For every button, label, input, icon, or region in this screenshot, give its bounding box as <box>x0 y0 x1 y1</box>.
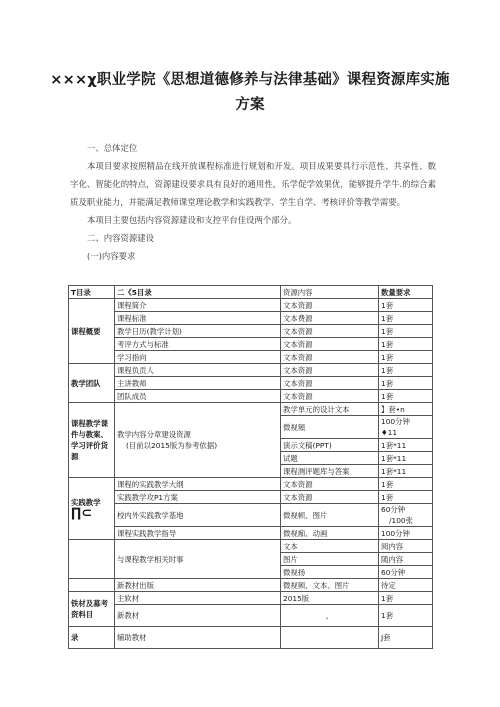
table-cell: 团队成员 <box>115 390 281 403</box>
group-label-line: ∏⊂ <box>71 506 93 521</box>
table-cell: 主软材 <box>115 592 281 605</box>
paragraph-1: 本项目要求按照精品在线开放课程标准进行规划和开发。项目成果要具行示范性、共享性、数字化、智能化的特点，资源建设要求具有良好的通用性，乐学促学效果优，能够提升学牛.的综合素质及职业能力，并能满足教师课堂理论教学和实践教学、学生自学、考核评价等教学需要。 <box>70 161 436 207</box>
table-cell: 微视痂、动画 <box>281 527 379 540</box>
table-cell: 60分钟 <box>379 566 433 579</box>
table-cell: 学习指向 <box>115 351 281 364</box>
table-cell-line: /100张 <box>389 516 413 525</box>
table-cell: 文本资源 <box>281 338 379 351</box>
table-cell: 100分钟 <box>379 527 433 540</box>
table-row <box>69 377 433 390</box>
table-cell: 图片 <box>281 553 379 566</box>
table-cell: 新教材 <box>115 605 281 627</box>
table-cell: 教学日历(教学计划) <box>115 325 281 338</box>
table-cell: 新教材出版 <box>115 579 281 592</box>
group-label: 课程教学课件与教案、学习评价货源 <box>69 403 115 478</box>
table-header: 数量要求 <box>379 286 433 299</box>
table-row <box>69 299 433 312</box>
body-text <box>70 139 436 265</box>
table-cell-line: 100分钟 <box>381 417 410 426</box>
table-row <box>69 592 433 605</box>
table-cell: 1套 <box>379 299 433 312</box>
table-cell: 考评方式与标准 <box>115 338 281 351</box>
table-cell: 1套 <box>379 351 433 364</box>
table-header-row <box>69 286 433 299</box>
table-cell: 文本 <box>281 540 379 553</box>
table-cell: 微视頻 <box>281 416 379 439</box>
table-cell: 1套 <box>379 364 433 377</box>
table-row <box>69 491 433 504</box>
table-cell: 课程实践教学指导 <box>115 527 281 540</box>
table-cell: 文本资源 <box>281 364 379 377</box>
table-cell-line: 60分钟 <box>381 505 406 514</box>
table-cell: 文本资源 <box>281 390 379 403</box>
table-cell: 阅内容 <box>379 540 433 553</box>
table-cell: 1套 <box>379 325 433 338</box>
table-cell-line: (目前以2015版为参考依据) <box>126 441 218 450</box>
table-cell: 文本资源 <box>281 491 379 504</box>
table-cell: 与课程教学相关时事 <box>115 540 281 579</box>
table-cell-line: ♦11 <box>381 428 398 437</box>
table-header: 资源内容 <box>281 286 379 299</box>
table-cell: 1套*11 <box>379 439 433 452</box>
table-cell: 1套 <box>379 338 433 351</box>
section-heading-3: (一)内容要求 <box>87 251 136 261</box>
table-cell: 实践教学攻P1方案 <box>115 491 281 504</box>
table-cell: 微视扬 <box>281 566 379 579</box>
table-cell: 课程标准 <box>115 312 281 325</box>
table-cell: 试题 <box>281 452 379 465</box>
table-cell-line: 教学内容分章建设资源 <box>117 430 191 439</box>
table-row <box>69 478 433 491</box>
table-header: T目录 <box>69 286 115 299</box>
group-label <box>69 478 115 540</box>
table-cell <box>379 504 433 527</box>
table-cell: 文本资源 <box>281 377 379 390</box>
table-cell: 文本资源 <box>281 299 379 312</box>
table-cell: 文本资源 <box>281 351 379 364</box>
table-cell: 文本费源 <box>281 312 379 325</box>
table-row <box>69 627 433 649</box>
table-cell: 1套 <box>379 390 433 403</box>
table-cell: 课程的实践教学大纲 <box>115 478 281 491</box>
table-cell: 课程简介 <box>115 299 281 312</box>
table-cell: 微视频、文本、图片 <box>281 579 379 592</box>
table-row <box>69 579 433 592</box>
table-cell: 课程测评题库与答案 <box>281 465 379 478</box>
table-cell <box>69 540 115 579</box>
table-row <box>69 351 433 364</box>
table-row <box>69 504 433 527</box>
table-row <box>69 364 433 377</box>
table-row <box>69 325 433 338</box>
group-label: 教学团队 <box>69 364 115 403</box>
table-cell: 】套•n <box>379 403 433 416</box>
table-row <box>69 312 433 325</box>
table-cell: 待定 <box>379 579 433 592</box>
table-cell: 教学单元的设计文本 <box>281 403 379 416</box>
table-row <box>69 527 433 540</box>
table-row <box>69 338 433 351</box>
group-label: 课程概要 <box>69 299 115 364</box>
table-cell <box>379 416 433 439</box>
table-cell: J套 <box>379 627 433 649</box>
table-cell: 文本资源 <box>281 325 379 338</box>
table-cell: 课程负贡人 <box>115 364 281 377</box>
table-cell: 辅助教材 <box>115 627 281 649</box>
table-cell: 1套*11 <box>379 465 433 478</box>
table-cell: 主讲教师 <box>115 377 281 390</box>
section-heading-2: 二、内容资源建设 <box>87 233 154 243</box>
group-label: 录 <box>69 627 115 649</box>
table-row <box>69 540 433 553</box>
paragraph-2: 本项目主要包括内容资源建设和支控平台佳设两个部分。 <box>87 215 297 225</box>
table-cell: ， <box>281 605 379 627</box>
table-cell <box>69 579 115 592</box>
table-cell: 1套*11 <box>379 452 433 465</box>
section-heading-1: 一、总体定位 <box>87 143 138 153</box>
table-cell <box>281 627 379 649</box>
table-cell: 2015版 <box>281 592 379 605</box>
group-label-line: 实践教学 <box>71 498 101 507</box>
table-cell: 微视顿、图片 <box>281 504 379 527</box>
table-cell: 演示文稿(PPT) <box>281 439 379 452</box>
table-cell: 1套 <box>379 592 433 605</box>
table-row <box>69 605 433 627</box>
table-cell: 校内外实践教学基地 <box>115 504 281 527</box>
table-cell: 1套 <box>379 478 433 491</box>
table-row <box>69 390 433 403</box>
table-cell <box>115 403 281 478</box>
table-header: 二《5目录 <box>115 286 281 299</box>
table-cell: 1套 <box>379 312 433 325</box>
group-label: 铁材及募考资料目 <box>69 592 115 627</box>
table-cell: 随内容 <box>379 553 433 566</box>
table-row <box>69 403 433 416</box>
table-cell: 1套 <box>379 377 433 390</box>
resource-table <box>68 285 433 649</box>
table-cell: 1套 <box>379 491 433 504</box>
table-cell: 文本资源 <box>281 478 379 491</box>
document-title-continued: 方案 <box>235 97 265 113</box>
document-title: ×××χ职业学院《思想道德修养与法律基础》课程资源库实施 <box>50 72 450 88</box>
table-cell: 1套 <box>379 605 433 627</box>
